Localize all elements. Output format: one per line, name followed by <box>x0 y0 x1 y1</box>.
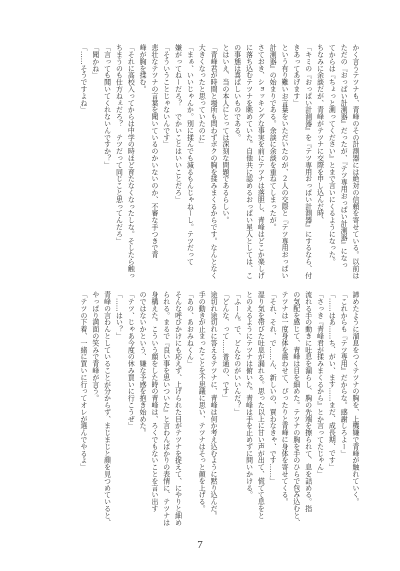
upper-text-tier <box>76 44 360 284</box>
upper-tier-column: の事態は喜ばしいものである。 <box>232 44 241 141</box>
upper-tier-column: 大きくなったと思っていたのに」 <box>197 44 206 148</box>
upper-tier-column: ちなみに余談だが、青峰がテツナに交際を申し込んだ時、 <box>315 44 324 224</box>
lower-tier-column: テツナは一度身体を震わせて、ぴったりと青峰に身体を寄せてくる。 <box>280 291 289 505</box>
upper-tier-column: ちまうのも仕方ねぇだろ？ テツだって同じこと思ってんだろ」 <box>114 44 123 245</box>
upper-tier-column: 「聞かね」 <box>90 44 99 79</box>
lower-tier-column: 諦めたように溜息をつくテツナの胸を、上機嫌で青峰が触れていく。 <box>351 291 359 505</box>
upper-tier-column: 「そういうことじゃないんです」 <box>161 44 170 148</box>
upper-tier-column: 嫌がってねーだろ？ でかいことはいいことだろ」 <box>173 44 182 203</box>
lower-tier-column: の気配を感じて、青峰は目を細めた。テツナの胸を手のひらで包み込むと、 <box>291 291 300 526</box>
upper-tier-column: という有り難いお言葉をいただいたのが、２人の交際と『テツ専用おっぱい <box>280 44 289 279</box>
upper-tier-column: てからは『ちょっと測ってください』とまで言いにくるようになった。 <box>327 44 336 265</box>
lower-tier-column: られる。まるで『良い事を思いついた』と言わんばかりの表情に、テツナは <box>161 291 170 526</box>
lower-tier-column: 「テツの下着、一緒に買いに行ってオレが選んでやるよ」 <box>78 291 87 471</box>
upper-tier-column: に落ち込むテツナを眺めていた。自他共に認めるおっぱい星人としては、こ <box>244 44 253 279</box>
upper-tier-column: きあってあげます」 <box>291 44 300 107</box>
upper-tier-column: 「……そうですよね」 <box>78 44 87 113</box>
upper-tier-column: 「言っても聞いてくれないんですか？」 <box>102 44 111 169</box>
lower-tier-column: 「あの、あおみねくん」 <box>185 291 194 367</box>
upper-tier-column: 「まぁ、いいじゃんか。別に揉んでも減るもんじゃねーし。テツだって <box>185 44 194 265</box>
lower-tier-column: 湿り気を帯びた吐息が漏れる。思った以上に甘い声が出て、慌てて息をと <box>256 291 265 519</box>
lower-tier-column: 青峰の言わんとしていることが分からず、まじまじと顔を見つめていると、 <box>102 291 111 526</box>
lower-tier-column: 「……はあ……ち、がい、ます……まだ、成長期、です」 <box>327 291 336 471</box>
lower-tier-column: 「それ、それ、で……ん、新しいの、買わなきゃ、です……」 <box>268 291 277 485</box>
lower-tier-column: そんな呼びかけにも応えず、上げられた目がテツナを捉えて、にやりと細め <box>173 291 182 526</box>
upper-tier-column: とはいえ、当の本人にとっては深刻な問題であるらしい。 <box>220 44 229 224</box>
lower-tier-column: 「どんな、って……普通の、です」 <box>220 291 229 402</box>
upper-tier-column: 計測器』の始まりである。余談に余談を重ねてしまったが。 <box>268 44 277 231</box>
lower-tier-column: 身構えた。こういう顔をした時の青峰は、ろくでもないことを言い出す <box>149 291 158 512</box>
lower-tier-column: 「……はい？」 <box>114 291 123 340</box>
upper-tier-column: 悲壮なテツナの言葉を聞いているのかいないのか、不審な手つきで青 <box>149 44 158 258</box>
upper-tier-column: 「それに高校入ってからは中学の時ほど育たなくなったしな。そしたら触っ <box>126 44 135 279</box>
upper-tier-column: 「キミの『おっぱい計測器』を『テツ専用おっぱい計測器』にするなら、付 <box>303 44 312 279</box>
lower-tier-column: とのえるようにテツナは俯いた。青峰は手を止めずに問いかける。 <box>244 291 253 498</box>
lower-tier-column: 手の動きが止まったことを不思議に思い、テツナはそっと顔を上げる。 <box>197 291 206 512</box>
lower-tier-column: のではないかという、嫌な予感を抱き始めた。 <box>138 291 147 436</box>
page-number: 7 <box>197 539 203 551</box>
upper-tier-column: ただの『おっぱい計測器』だったが、『テツ専用おっぱい計測器』になっ <box>339 44 348 269</box>
lower-tier-column: 「ふーん。で、どんなのがいいんだ？」 <box>232 291 241 416</box>
lower-tier-column: 途切れ途切れに答えるテツナに、青峰は何か考え込むように黙り込んだ。 <box>209 291 218 519</box>
upper-tier-column: さておき、ショッキングな事実を前にテツナは落胆し、青峰はどこか楽しげ <box>256 44 265 279</box>
lower-tier-column: 流れる手の動きに吐息を漏らし、胸の先端を擦られて、息を詰める。指 <box>303 291 312 512</box>
upper-tier-column: 峰が胸を揉む。 <box>138 44 147 93</box>
upper-tier-column: かく言うテツナも、青峰のその計測器には絶対の信頼を寄せている。以前は <box>351 44 359 279</box>
lower-text-tier <box>76 291 360 531</box>
lower-tier-column: 「さっき『青峰君が揉みまくるから』とか言ってたじゃん」 <box>315 291 324 478</box>
lower-tier-column: やっぱり満面の笑みで青峰が言う。 <box>90 291 99 402</box>
lower-tier-column: 「これからも『テツ専用』だからな。感謝しろよー」 <box>339 291 348 457</box>
lower-tier-column: 「テツ、じゃあ今度の休み買いに行こうぜ」 <box>126 291 135 429</box>
upper-tier-column: 「青峰君が時間と場所も問わずボクの胸を揉みまくるからです。なんとなく <box>209 44 218 279</box>
